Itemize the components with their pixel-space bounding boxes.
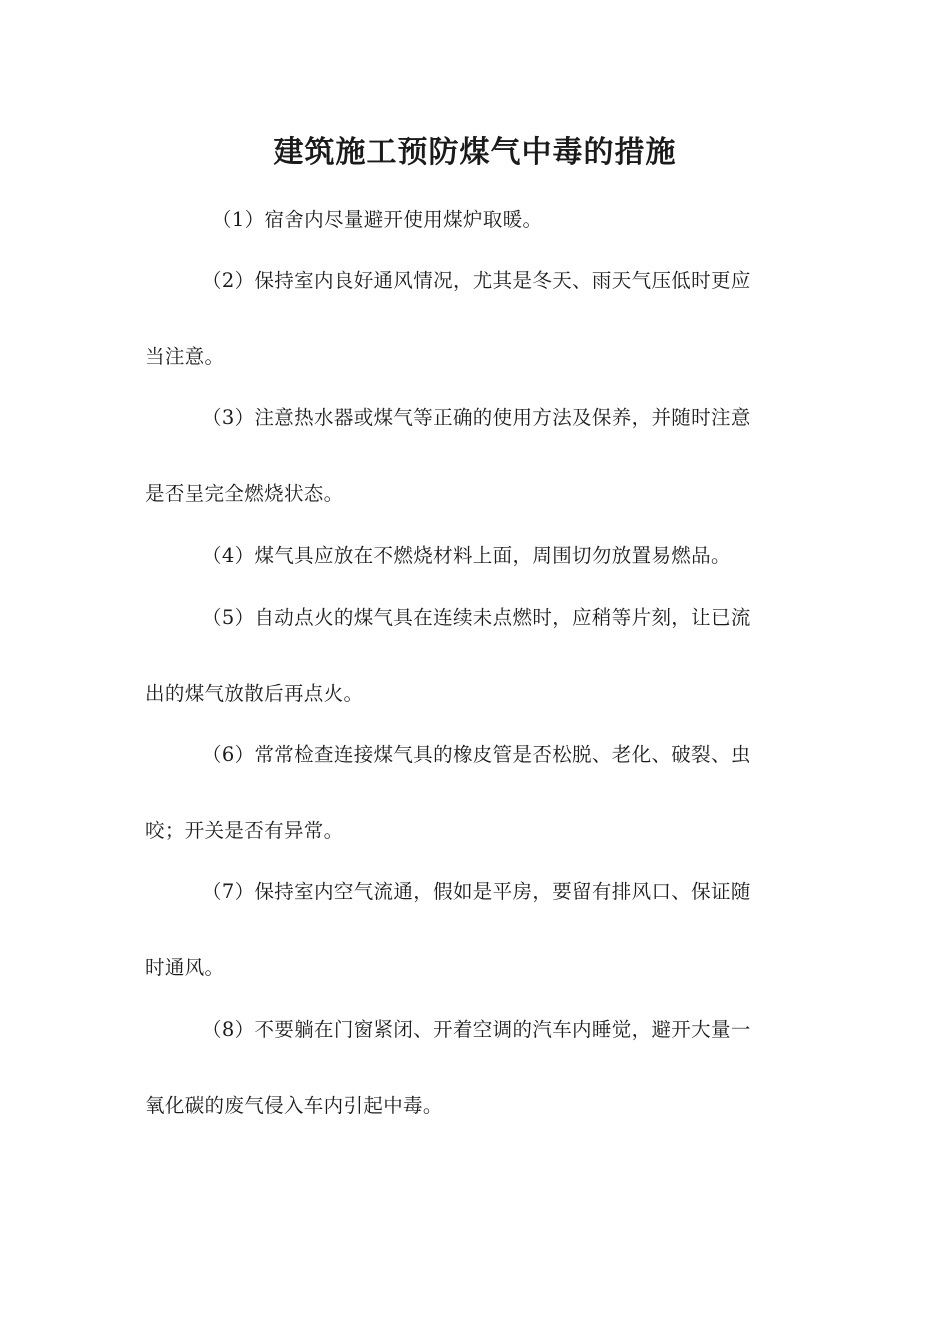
document-title: 建筑施工预防煤气中毒的措施 <box>273 135 677 170</box>
paragraph-1-line-1: （1）宿舍内尽量避开使用煤炉取暖。 <box>212 208 543 231</box>
paragraph-3-line-2: 是否呈完全燃烧状态。 <box>145 482 344 505</box>
paragraph-6-line-2: 咬；开关是否有异常。 <box>145 819 344 842</box>
paragraph-2-line-1: （2）保持室内良好通风情况，尤其是冬天、雨天气压低时更应 <box>202 269 751 292</box>
paragraph-8-line-1: （8）不要躺在门窗紧闭、开着空调的汽车内睡觉，避开大量一 <box>202 1018 751 1041</box>
paragraph-7-line-2: 时通风。 <box>145 956 225 979</box>
paragraph-5-line-1: （5）自动点火的煤气具在连续未点燃时，应稍等片刻，让已流 <box>202 606 751 629</box>
paragraph-4-line-1: （4）煤气具应放在不燃烧材料上面，周围切勿放置易燃品。 <box>202 544 731 567</box>
paragraph-8-line-2: 氧化碳的废气侵入车内引起中毒。 <box>145 1094 443 1117</box>
paragraph-2-line-2: 当注意。 <box>145 345 225 368</box>
paragraph-5-line-2: 出的煤气放散后再点火。 <box>145 682 364 705</box>
paragraph-6-line-1: （6）常常检查连接煤气具的橡皮管是否松脱、老化、破裂、虫 <box>202 743 751 766</box>
paragraph-7-line-1: （7）保持室内空气流通，假如是平房，要留有排风口、保证随 <box>202 880 751 903</box>
paragraph-3-line-1: （3）注意热水器或煤气等正确的使用方法及保养，并随时注意 <box>202 406 751 429</box>
